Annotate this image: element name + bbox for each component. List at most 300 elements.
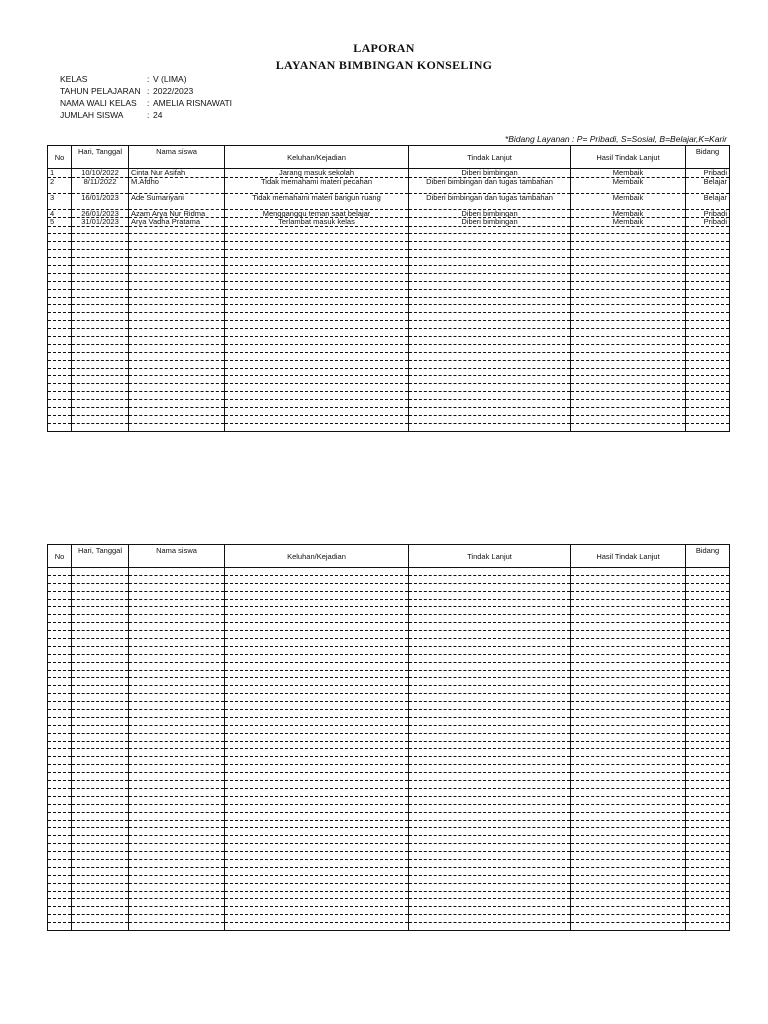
cell-follow-up <box>409 250 571 258</box>
cell-name <box>129 639 225 647</box>
cell-field <box>686 899 730 907</box>
table-row <box>48 662 730 670</box>
cell-field <box>686 867 730 875</box>
cell-field <box>686 710 730 718</box>
cell-no <box>48 891 72 899</box>
cell-no <box>48 289 72 297</box>
cell-follow-up <box>409 226 571 234</box>
cell-field <box>686 686 730 694</box>
cell-no <box>48 407 72 415</box>
table-row <box>48 733 730 741</box>
cell-follow-up <box>409 796 571 804</box>
cell-follow-up <box>409 313 571 321</box>
cell-complaint <box>225 796 409 804</box>
cell-field <box>686 796 730 804</box>
cell-result <box>571 923 686 931</box>
cell-result <box>571 344 686 352</box>
table-row <box>48 289 730 297</box>
cell-date <box>72 702 129 710</box>
cell-field <box>686 859 730 867</box>
table-row <box>48 915 730 923</box>
table-row <box>48 639 730 647</box>
cell-no <box>48 828 72 836</box>
info-separator: : <box>147 98 150 108</box>
cell-field <box>686 639 730 647</box>
cell-result <box>571 710 686 718</box>
cell-name <box>129 289 225 297</box>
cell-complaint <box>225 313 409 321</box>
cell-complaint <box>225 575 409 583</box>
cell-follow-up <box>409 360 571 368</box>
cell-field <box>686 907 730 915</box>
col-header-complaint: Keluhan/Kejadian <box>225 146 409 169</box>
table-row <box>48 646 730 654</box>
cell-follow-up <box>409 407 571 415</box>
cell-result <box>571 788 686 796</box>
cell-result <box>571 836 686 844</box>
cell-name <box>129 615 225 623</box>
table-row <box>48 741 730 749</box>
cell-name <box>129 258 225 266</box>
cell-follow-up <box>409 242 571 250</box>
table-row <box>48 575 730 583</box>
cell-complaint <box>225 258 409 266</box>
cell-follow-up <box>409 773 571 781</box>
cell-field <box>686 773 730 781</box>
cell-follow-up <box>409 234 571 242</box>
cell-name <box>129 631 225 639</box>
cell-date <box>72 883 129 891</box>
cell-complaint <box>225 741 409 749</box>
cell-result <box>571 258 686 266</box>
cell-follow-up <box>409 923 571 931</box>
cell-complaint <box>225 242 409 250</box>
cell-date <box>72 273 129 281</box>
cell-date <box>72 670 129 678</box>
cell-follow-up <box>409 289 571 297</box>
cell-name <box>129 670 225 678</box>
cell-name <box>129 344 225 352</box>
cell-field <box>686 368 730 376</box>
cell-follow-up <box>409 852 571 860</box>
report-table-page2 <box>47 544 730 931</box>
cell-follow-up <box>409 702 571 710</box>
cell-result <box>571 281 686 289</box>
cell-result <box>571 226 686 234</box>
cell-date <box>72 281 129 289</box>
cell-field <box>686 702 730 710</box>
table-row <box>48 297 730 305</box>
cell-no <box>48 812 72 820</box>
cell-date <box>72 654 129 662</box>
cell-no <box>48 599 72 607</box>
info-separator: : <box>147 86 150 96</box>
cell-date <box>72 899 129 907</box>
cell-date <box>72 836 129 844</box>
cell-complaint <box>225 646 409 654</box>
cell-result <box>571 392 686 400</box>
cell-no <box>48 313 72 321</box>
cell-result <box>571 773 686 781</box>
cell-result <box>571 717 686 725</box>
cell-field <box>686 741 730 749</box>
cell-follow-up: Diberi bimbingan <box>409 169 571 178</box>
cell-field <box>686 812 730 820</box>
cell-no <box>48 242 72 250</box>
cell-complaint <box>225 368 409 376</box>
cell-no: 3 <box>48 193 72 209</box>
cell-complaint: Terlambat masuk kelas <box>225 218 409 227</box>
cell-date <box>72 773 129 781</box>
cell-complaint <box>225 891 409 899</box>
cell-result <box>571 329 686 337</box>
cell-result <box>571 749 686 757</box>
cell-complaint: Mengganggu teman saat belajar <box>225 209 409 218</box>
cell-follow-up <box>409 639 571 647</box>
cell-date <box>72 423 129 431</box>
info-value: V (LIMA) <box>153 74 187 84</box>
cell-date <box>72 804 129 812</box>
col-header-result: Hasil Tindak Lanjut <box>571 545 686 568</box>
cell-field <box>686 281 730 289</box>
col-header-field: Bidang <box>686 146 730 169</box>
cell-no <box>48 646 72 654</box>
table-row <box>48 883 730 891</box>
cell-no <box>48 352 72 360</box>
cell-complaint <box>225 583 409 591</box>
table-row <box>48 804 730 812</box>
cell-date <box>72 867 129 875</box>
cell-follow-up <box>409 812 571 820</box>
cell-date <box>72 575 129 583</box>
cell-follow-up <box>409 757 571 765</box>
cell-follow-up <box>409 646 571 654</box>
cell-follow-up <box>409 281 571 289</box>
table-row <box>48 209 730 218</box>
cell-result <box>571 867 686 875</box>
cell-date <box>72 258 129 266</box>
cell-date <box>72 234 129 242</box>
cell-no <box>48 234 72 242</box>
cell-complaint <box>225 773 409 781</box>
cell-complaint <box>225 733 409 741</box>
table-row <box>48 749 730 757</box>
cell-name <box>129 321 225 329</box>
cell-complaint <box>225 607 409 615</box>
cell-field <box>686 844 730 852</box>
cell-complaint <box>225 820 409 828</box>
cell-date <box>72 368 129 376</box>
cell-name <box>129 568 225 576</box>
cell-no <box>48 344 72 352</box>
table-row <box>48 694 730 702</box>
cell-date <box>72 812 129 820</box>
col-header-name: Nama siswa <box>129 545 225 568</box>
cell-field <box>686 591 730 599</box>
cell-no <box>48 852 72 860</box>
cell-result <box>571 654 686 662</box>
cell-complaint <box>225 859 409 867</box>
cell-date: 8/11/2022 <box>72 177 129 193</box>
cell-no <box>48 820 72 828</box>
cell-complaint <box>225 686 409 694</box>
cell-result <box>571 725 686 733</box>
cell-complaint: Tidak memahami materi pecahan <box>225 177 409 193</box>
cell-field <box>686 242 730 250</box>
cell-field <box>686 757 730 765</box>
info-label: NAMA WALI KELAS <box>60 98 137 108</box>
cell-result <box>571 234 686 242</box>
col-header-result: Hasil Tindak Lanjut <box>571 146 686 169</box>
cell-follow-up <box>409 662 571 670</box>
cell-date <box>72 788 129 796</box>
info-separator: : <box>147 74 150 84</box>
cell-follow-up: Diberi bimbingan <box>409 209 571 218</box>
cell-follow-up <box>409 654 571 662</box>
cell-name <box>129 852 225 860</box>
table-row <box>48 923 730 931</box>
cell-name <box>129 376 225 384</box>
cell-follow-up <box>409 336 571 344</box>
cell-complaint <box>225 867 409 875</box>
cell-follow-up <box>409 678 571 686</box>
cell-no: 1 <box>48 169 72 178</box>
cell-result <box>571 741 686 749</box>
cell-complaint <box>225 717 409 725</box>
cell-name <box>129 336 225 344</box>
cell-result <box>571 575 686 583</box>
cell-complaint <box>225 329 409 337</box>
cell-field <box>686 376 730 384</box>
cell-follow-up: Diberi bimbingan dan tugas tambahan <box>409 193 571 209</box>
cell-complaint <box>225 591 409 599</box>
table-row <box>48 242 730 250</box>
table-row <box>48 796 730 804</box>
cell-follow-up <box>409 599 571 607</box>
cell-date <box>72 891 129 899</box>
col-header-date: Hari, Tanggal <box>72 146 129 169</box>
table-row <box>48 607 730 615</box>
cell-follow-up <box>409 891 571 899</box>
cell-no <box>48 226 72 234</box>
table-row <box>48 250 730 258</box>
cell-complaint <box>225 749 409 757</box>
report-info <box>60 73 232 121</box>
cell-result <box>571 242 686 250</box>
cell-name <box>129 250 225 258</box>
cell-name <box>129 407 225 415</box>
cell-no <box>48 788 72 796</box>
cell-complaint <box>225 852 409 860</box>
table-row <box>48 773 730 781</box>
cell-result <box>571 273 686 281</box>
info-row-tahun <box>60 85 232 97</box>
cell-follow-up <box>409 828 571 836</box>
cell-result: Membaik <box>571 169 686 178</box>
cell-date <box>72 662 129 670</box>
cell-date <box>72 329 129 337</box>
table-row <box>48 392 730 400</box>
cell-name <box>129 686 225 694</box>
cell-result <box>571 376 686 384</box>
cell-date <box>72 407 129 415</box>
table-row <box>48 281 730 289</box>
cell-no <box>48 867 72 875</box>
cell-field <box>686 599 730 607</box>
cell-result <box>571 313 686 321</box>
cell-no <box>48 899 72 907</box>
cell-no <box>48 639 72 647</box>
table-row <box>48 702 730 710</box>
cell-no <box>48 415 72 423</box>
cell-follow-up <box>409 883 571 891</box>
cell-field <box>686 804 730 812</box>
cell-name <box>129 781 225 789</box>
cell-complaint <box>225 360 409 368</box>
table-header <box>48 146 730 169</box>
cell-name <box>129 607 225 615</box>
cell-result <box>571 639 686 647</box>
cell-complaint <box>225 781 409 789</box>
cell-name <box>129 599 225 607</box>
cell-name <box>129 623 225 631</box>
cell-result <box>571 899 686 907</box>
cell-field <box>686 313 730 321</box>
cell-name <box>129 368 225 376</box>
cell-date: 16/01/2023 <box>72 193 129 209</box>
cell-follow-up <box>409 273 571 281</box>
cell-result <box>571 415 686 423</box>
cell-date <box>72 820 129 828</box>
cell-date <box>72 360 129 368</box>
cell-date <box>72 717 129 725</box>
cell-field <box>686 607 730 615</box>
cell-follow-up <box>409 615 571 623</box>
cell-no <box>48 915 72 923</box>
info-row-kelas <box>60 73 232 85</box>
cell-follow-up <box>409 376 571 384</box>
cell-field <box>686 678 730 686</box>
cell-complaint <box>225 281 409 289</box>
cell-no <box>48 773 72 781</box>
cell-field <box>686 265 730 273</box>
cell-name: Cinta Nur Asifah <box>129 169 225 178</box>
table-row <box>48 273 730 281</box>
cell-result <box>571 915 686 923</box>
cell-date <box>72 392 129 400</box>
cell-date <box>72 265 129 273</box>
cell-complaint <box>225 788 409 796</box>
cell-result <box>571 591 686 599</box>
cell-field <box>686 258 730 266</box>
cell-no <box>48 368 72 376</box>
table-row <box>48 258 730 266</box>
cell-field <box>686 733 730 741</box>
cell-no <box>48 923 72 931</box>
cell-no <box>48 741 72 749</box>
table-row <box>48 368 730 376</box>
cell-date <box>72 615 129 623</box>
cell-no <box>48 623 72 631</box>
cell-complaint <box>225 694 409 702</box>
cell-no <box>48 702 72 710</box>
cell-result <box>571 883 686 891</box>
cell-no <box>48 297 72 305</box>
report-subtitle: LAYANAN BIMBINGAN KONSELING <box>275 58 493 72</box>
cell-name <box>129 360 225 368</box>
cell-follow-up <box>409 591 571 599</box>
cell-follow-up <box>409 423 571 431</box>
cell-name <box>129 226 225 234</box>
cell-follow-up <box>409 899 571 907</box>
cell-result <box>571 702 686 710</box>
cell-result <box>571 796 686 804</box>
cell-name <box>129 265 225 273</box>
cell-result <box>571 384 686 392</box>
cell-follow-up <box>409 733 571 741</box>
cell-field <box>686 615 730 623</box>
cell-result <box>571 820 686 828</box>
cell-name <box>129 836 225 844</box>
table-row <box>48 859 730 867</box>
cell-date <box>72 844 129 852</box>
cell-name <box>129 678 225 686</box>
table-row <box>48 352 730 360</box>
table-row <box>48 583 730 591</box>
cell-result: Membaik <box>571 177 686 193</box>
cell-name <box>129 242 225 250</box>
cell-result <box>571 646 686 654</box>
cell-follow-up <box>409 781 571 789</box>
table-row <box>48 788 730 796</box>
cell-name <box>129 773 225 781</box>
cell-field <box>686 344 730 352</box>
cell-result <box>571 733 686 741</box>
table-row <box>48 599 730 607</box>
cell-no <box>48 883 72 891</box>
cell-follow-up: Diberi bimbingan dan tugas tambahan <box>409 177 571 193</box>
cell-name <box>129 796 225 804</box>
cell-no <box>48 305 72 313</box>
table-row <box>48 670 730 678</box>
cell-complaint <box>225 226 409 234</box>
cell-follow-up <box>409 749 571 757</box>
report-title: LAPORAN <box>353 41 415 55</box>
cell-field <box>686 820 730 828</box>
cell-field <box>686 725 730 733</box>
cell-date <box>72 923 129 931</box>
cell-result <box>571 662 686 670</box>
cell-follow-up: Diberi bimbingan <box>409 218 571 227</box>
cell-date <box>72 400 129 408</box>
cell-date <box>72 352 129 360</box>
cell-follow-up <box>409 623 571 631</box>
table-row <box>48 305 730 313</box>
cell-complaint <box>225 234 409 242</box>
cell-no <box>48 423 72 431</box>
table-row <box>48 717 730 725</box>
table-row <box>48 867 730 875</box>
cell-result <box>571 289 686 297</box>
info-label: TAHUN PELAJARAN <box>60 86 141 96</box>
cell-result <box>571 250 686 258</box>
cell-field <box>686 415 730 423</box>
cell-no <box>48 281 72 289</box>
table-row <box>48 336 730 344</box>
cell-field <box>686 646 730 654</box>
cell-field: Pribadi <box>686 169 730 178</box>
cell-date <box>72 607 129 615</box>
